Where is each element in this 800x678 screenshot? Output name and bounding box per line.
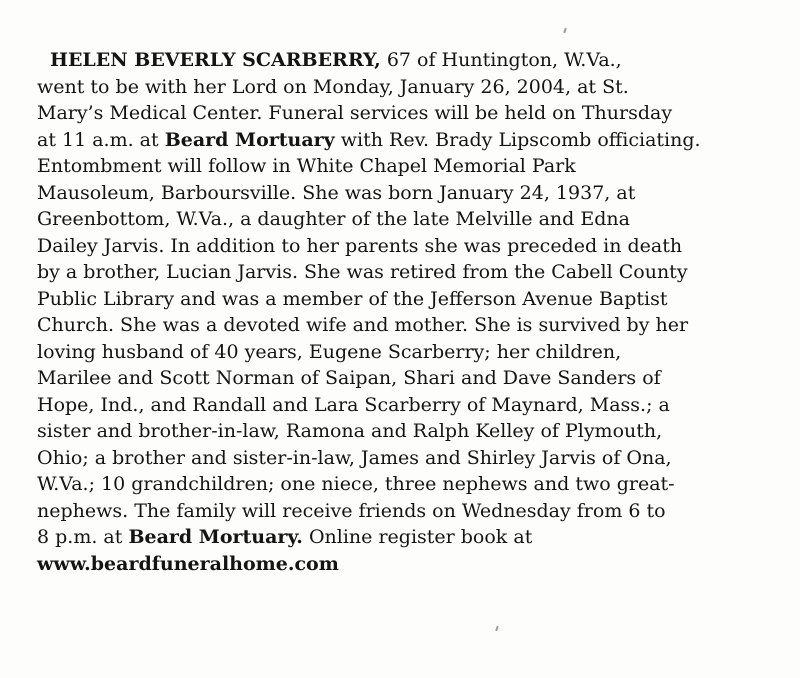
deceased-name: HELEN BEVERLY SCARBERRY, <box>50 49 381 71</box>
obituary-line: Church. She was a devoted wife and mother. She is survived by her <box>37 314 689 336</box>
obituary-line: W.Va.; 10 grandchildren; one niece, three nephews and two great- <box>37 473 675 495</box>
obituary-line: at 11 a.m. at Beard Mortuary with Rev. Brady Lipscomb officiating. <box>37 128 701 151</box>
obituary-line: Dailey Jarvis. In addition to her parents she was preceded in death <box>37 234 683 257</box>
print-speck <box>495 626 499 631</box>
obituary-line: Entombment will follow in White Chapel Memorial Park <box>37 155 576 177</box>
funeral-home-name: Beard Mortuary <box>164 128 335 151</box>
obituary-line: Greenbottom, W.Va., a daughter of the late Melville and Edna <box>37 208 630 230</box>
obituary-line: went to be with her Lord on Monday, January 26, 2004, at St. <box>37 75 629 98</box>
obituary-line: Public Library and was a member of the Jefferson Avenue Baptist <box>37 287 668 310</box>
obituary-line: 8 p.m. at Beard Mortuary. Online register book at <box>37 526 533 548</box>
obituary-line: Ohio; a brother and sister-in-law, James and Shirley Jarvis of Ona, <box>37 446 672 469</box>
obituary-line: HELEN BEVERLY SCARBERRY, 67 of Huntington, W.Va., <box>50 49 622 71</box>
funeral-home-name: Beard Mortuary. <box>128 526 303 548</box>
obituary-line: nephews. The family will receive friends on Wednesday from 6 to <box>37 499 666 522</box>
obituary-line: sister and brother-in-law, Ramona and Ralph Kelley of Plymouth, <box>37 420 663 442</box>
obituary-line: Mausoleum, Barboursville. She was born January 24, 1937, at <box>37 181 636 204</box>
obituary-line: Marilee and Scott Norman of Saipan, Shari and Dave Sanders of <box>37 367 661 389</box>
obituary-line <box>37 551 782 578</box>
obituary-text <box>37 47 782 577</box>
obituary-line: loving husband of 40 years, Eugene Scarberry; her children, <box>37 340 622 363</box>
obituary-line: Mary’s Medical Center. Funeral services will be held on Thursday <box>37 102 673 124</box>
print-speck <box>563 28 567 33</box>
funeral-home-website: www.beardfuneralhome.com <box>37 552 339 575</box>
obituary-line: by a brother, Lucian Jarvis. She was retired from the Cabell County <box>37 261 688 283</box>
obituary-line: Hope, Ind., and Randall and Lara Scarberry of Maynard, Mass.; a <box>37 393 670 416</box>
